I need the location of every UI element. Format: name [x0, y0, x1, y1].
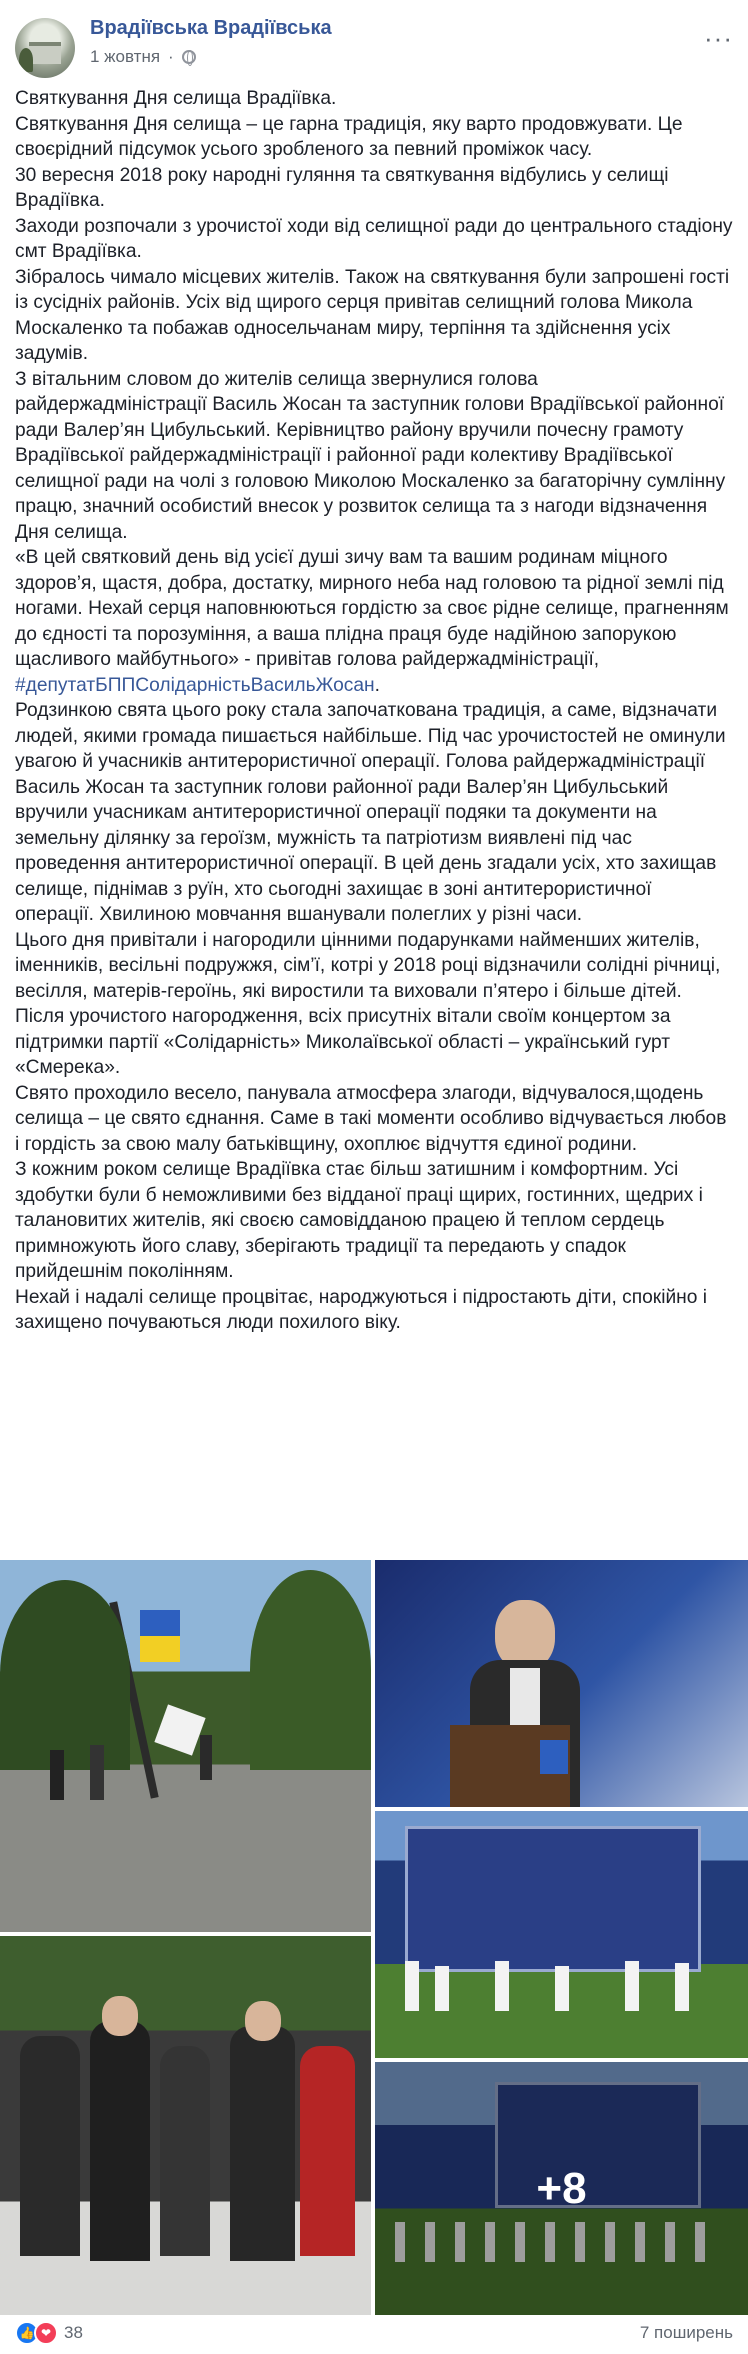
hashtag-link[interactable]: #депутатБППСолідарністьВасильЖосан: [15, 674, 375, 696]
more-photos-overlay[interactable]: +8: [375, 2062, 748, 2315]
photo-gallery: [0, 1560, 748, 2315]
photo-field-performers[interactable]: [375, 2062, 748, 2315]
page-avatar[interactable]: [15, 18, 75, 78]
avatar-tree: [19, 48, 33, 72]
post-header: [15, 15, 733, 81]
like-icon: 👍: [15, 2321, 39, 2345]
page-name-link[interactable]: Врадіївська Врадіївська: [90, 17, 332, 39]
post-text-part-2: . Родзинкою свята цього року стала започаткована традиція, а саме, відзначати людей, якими громада пишається найбільше. Під час урочистостей не оминули увагою й учасників антитерористичної операції. Голова райдержадміністрації Василь Жосан та заступник голови районної ради Валер’ян Цибульський вручили учасникам антитерористичної операції подяки та документи на земельну ділянку за героїзм, мужність та патріотизм виявлені під час проведення антитерористичної операції. В цей день згадали усіх, хто захищав селище, піднімав з руїн, хто сьогодні захищає в зоні антитерористичної операції. Хвилиною мовчання вшанували полеглих у різні часи. Цього дня привітали і нагородили цінними подарунками найменших жителів, іменників, весільні подружжя, сім’ї, котрі у 2018 році відзначили солідні річниці, весілля, матерів-героїнь, які виростили та виховали п’ятеро і більше дітей. Після урочистого нагородження, всіх присутніх вітали своїм концертом за підтримки партії «Солідарність» Миколаївської області – український гурт «Смерека». Свято проходило весело, панувала атмосфера злагоди, відчувалося,щодень селища – це свято єднання. Саме в такі моменти особливо відчувається любов і гордість за свою малу батьківщину, охоплює відчуття єдиної родини. З кожним роком селище Врадіївка стає більш затишним і комфортним. Усі здобутки були б неможливими без відданої праці щирих, гостинних, щедрих і талановитих жителів, які своєю самовідданою працею й теплом сердець примножують його славу, зберігають традиції та передають у спадок прийдешнім поколінням. Нехай і надалі селище процвітає, народжуються і підростають діти, спокійно і захищено почуваються люди похилого віку.: [15, 674, 727, 1333]
photo-officials-walking[interactable]: [0, 1936, 371, 2315]
photo-speaker-podium[interactable]: [375, 1560, 748, 1807]
post-meta: [90, 47, 196, 67]
post-footer: [15, 2318, 733, 2348]
post-text-part-1: Святкування Дня селища Врадіївка. Святкування Дня селища – це гарна традиція, яку варто продовжувати. Це своєрідний підсумок усього зробленого за певний проміжок часу. 30 вересня 2018 року народні гуляння та святкування відбулись у селищі Врадіївка. Заходи розпочали з урочистої ходи від селищної ради до центрального стадіону смт Врадіївка. Зібралось чимало місцевих жителів. Також на святкування були запрошені гості із сусідніх районів. Усіх від щирого серця привітав селищний голова Микола Москаленко та побажав односельчанам миру, терпіння та здійснення усіх задумів. З вітальним словом до жителів селища звернулися голова райдержадміністрації Василь Жосан та заступник голови Врадіївської районної ради Валер’ян Цибульський. Керівництво району вручили почесну грамоту Врадіївської райдержадміністрації і районної ради колективу Врадіївської селищної ради на чолі з головою Миколою Москаленко за багаторічну сумлінну працю, значний особистий внесок у розвиток селища та з нагоди відзначення Дня селища. «В цей святковий день від усієї душі зичу вам та вашим родинам міцного здоров’я, щастя, добра, достатку, мирного неба над головою та рідної землі під ногами. Нехай серця наповнюються гордістю за своє рідне селище, прагненням до єдності та порозуміння, а ваша плідна праця буде надійною запорукою щасливого майбутнього» - привітав голова райдержадміністрації,: [15, 88, 733, 670]
reaction-count[interactable]: 38: [64, 2323, 83, 2342]
separator-dot: ·: [168, 47, 174, 66]
post-date[interactable]: 1 жовтня: [90, 47, 161, 66]
globe-icon[interactable]: [182, 50, 196, 64]
photo-procession-flags[interactable]: [0, 1560, 371, 1932]
photo-stage-dancers[interactable]: [375, 1811, 748, 2058]
reaction-icons[interactable]: [15, 2321, 58, 2345]
avatar-building: [29, 42, 61, 64]
more-icon[interactable]: ···: [704, 23, 733, 53]
post-text: [15, 86, 733, 1336]
shares-count[interactable]: 7 поширень: [639, 2323, 733, 2342]
love-icon: ❤: [34, 2321, 58, 2345]
